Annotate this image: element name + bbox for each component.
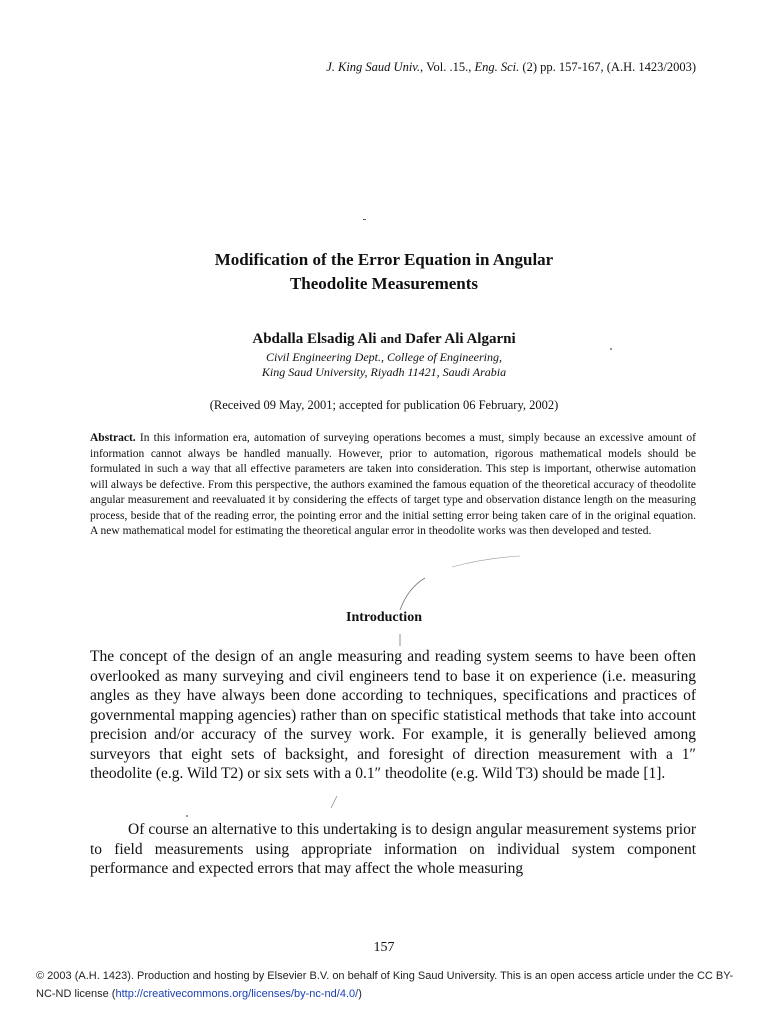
journal-reference <box>326 60 696 75</box>
author-conjunction: and <box>380 331 402 346</box>
introduction-paragraph: The concept of the design of an angle measuring and reading system seems to have been often overlooked as many surveying and civil engineers tend to base it on experience (i.e. measuring angles as they have always been done according to techniques, specifications and practices of governmental mapping agencies) rather than on specific statistical methods that take into account precision and/or accuracy of the survey work. For example, it is generally believed among surveyors that eight sets of backsight, and foresight of direction measurement with a 1″ theodolite (e.g. Wild T2) or six sets with a 0.1″ theodolite (e.g. Wild T3) should be made [1]. <box>90 648 696 782</box>
paper-title-line2: Theodolite Measurements <box>289 274 479 293</box>
page-number: 157 <box>373 940 395 955</box>
journal-issue-pages: (2) pp. 157-167, (A.H. 1423/2003) <box>522 60 696 74</box>
affiliation-university: King Saud University, Riyadh 11421, Saudi Arabia <box>261 365 507 379</box>
abstract <box>90 431 696 540</box>
license-link[interactable]: http://creativecommons.org/licenses/by-nc-nd/4.0/ <box>115 988 359 1000</box>
author-name: Dafer Ali Algarni <box>405 331 516 347</box>
affiliation-department: Civil Engineering Dept., College of Engineering, <box>266 350 502 364</box>
license-text: © 2003 (A.H. 1423). Production and hosting by Elsevier B.V. on behalf of King Saud University. This is an open access article under the CC BY-NC-ND license ( <box>36 970 734 1000</box>
received-dates: (Received 09 May, 2001; accepted for publication 06 February, 2002) <box>209 398 559 412</box>
section-heading-introduction: Introduction <box>346 610 422 625</box>
scan-speck <box>363 219 366 220</box>
paper-title <box>0 248 768 296</box>
abstract-label: Abstract. <box>90 432 136 444</box>
scan-speck <box>186 815 188 817</box>
license-close: ) <box>358 988 362 1000</box>
license-notice <box>36 967 736 1003</box>
journal-name: J. King Saud Univ., <box>326 60 424 74</box>
pen-stroke <box>400 578 425 610</box>
author-name: Abdalla Elsadig Ali <box>252 331 377 347</box>
paper-title-line1: Modification of the Error Equation in Angular <box>214 250 554 269</box>
affiliation <box>0 350 768 380</box>
journal-section: Eng. Sci. <box>474 60 520 74</box>
introduction-paragraph: Of course an alternative to this undertaking is to design angular measurement systems prior to field measurements using appropriate information on individual system component performance and expected errors that may affect the whole measuring <box>90 821 696 877</box>
pen-stroke <box>452 556 520 567</box>
journal-volume: Vol. .15., <box>426 60 472 74</box>
abstract-text: In this information era, automation of surveying operations becomes a must, simply because an excessive amount of information cannot always be handled manually. However, prior to automation, rigorous mathematical models should be formulated in such a way that all effective parameters are taken into consideration. This step is important, otherwise automation will always be defective. From this perspective, the authors examined the famous equation of the theoretical accuracy of theodolite angular measurement and reevaluated it by considering the effects of target type and observation distance length on the measuring process, beside that of the reading error, the pointing error and the initial setting error being taken care of in the original equation. A new mathematical model for estimating the theoretical angular error in theodolite works was then developed and tested. <box>90 432 697 537</box>
author-list <box>0 331 768 348</box>
pen-stroke <box>331 796 337 808</box>
